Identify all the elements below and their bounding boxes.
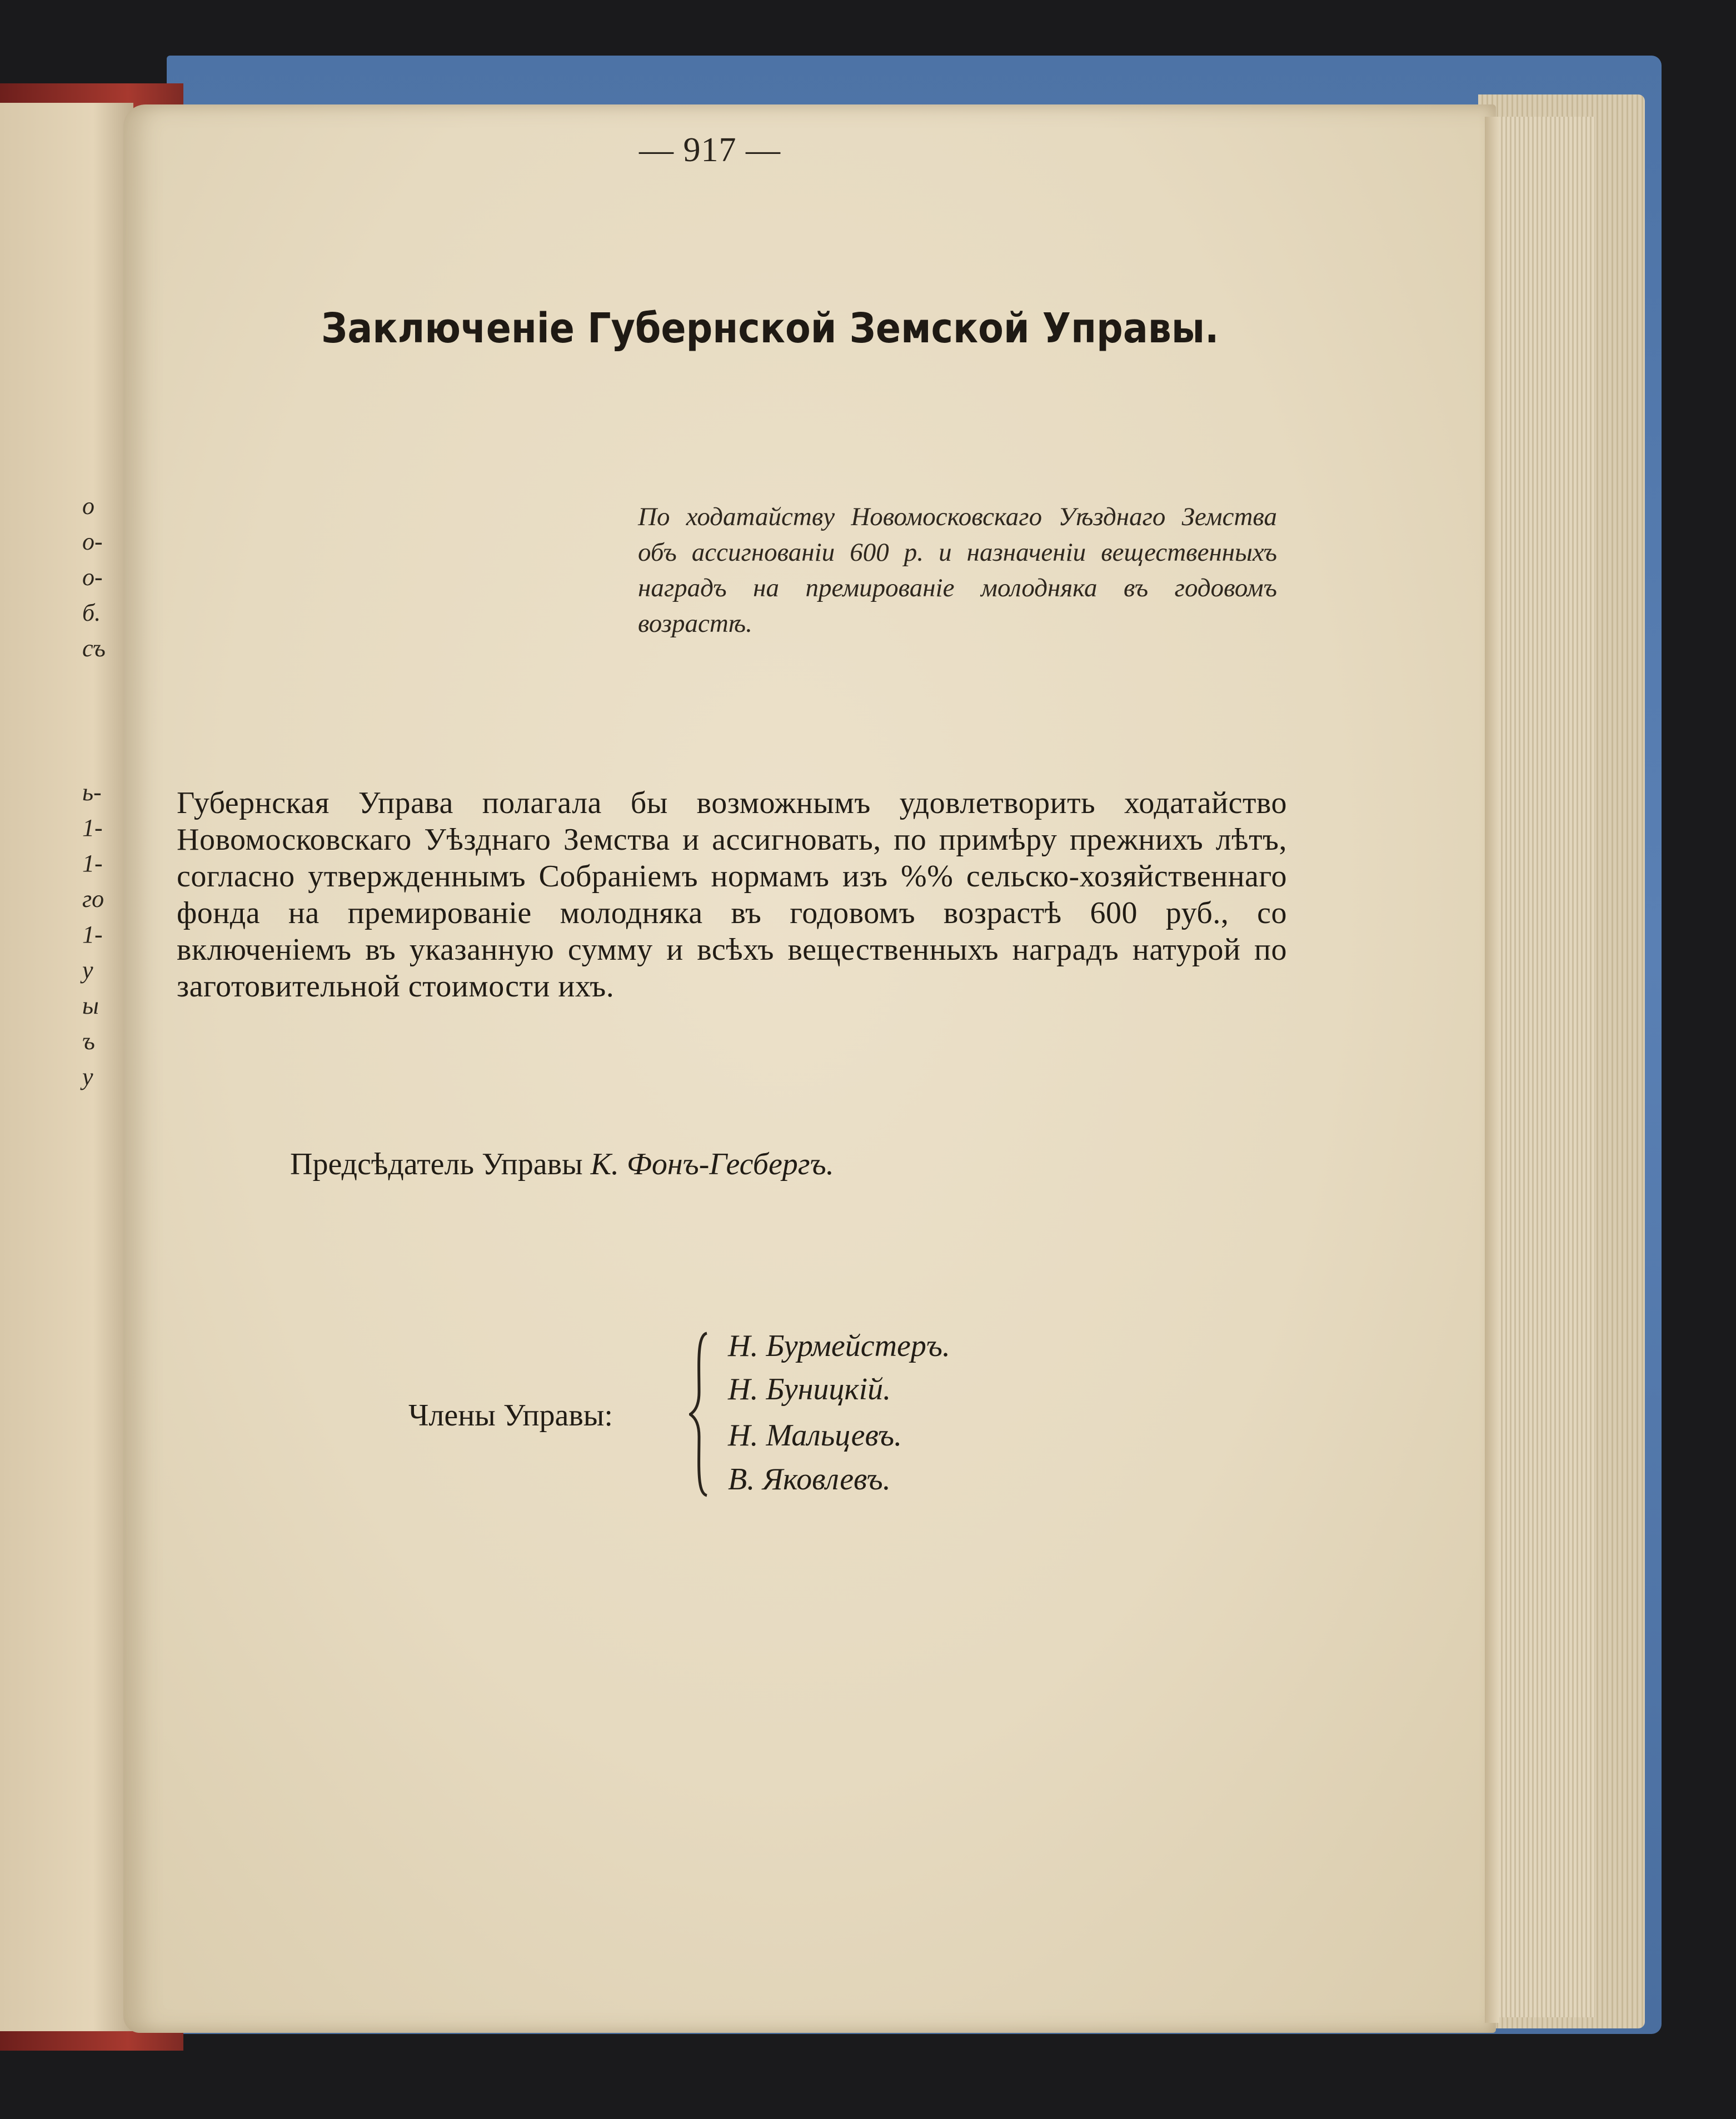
chairman-name: К. Фонъ-Гесбергъ.: [590, 1147, 834, 1181]
member-name: Н. Мальцевъ.: [728, 1418, 902, 1453]
left-page-fragment: о-: [82, 564, 103, 591]
left-page-fragment: о-: [82, 528, 103, 555]
left-page-fragment: ъ: [82, 1028, 95, 1055]
document-subject: По ходатайству Новомосковскаго Уѣзднаго Земства объ ассигнованiи 600 р. и назначенiи вещественныхъ наградъ на премированiе молодняка въ годовомъ возрастѣ.: [638, 502, 1277, 638]
member-name: В. Яковлевъ.: [728, 1462, 891, 1497]
left-page-fragment: б.: [82, 599, 101, 626]
member-name: Н. Буницкiй.: [728, 1372, 891, 1407]
left-page-fragment: 1-: [82, 814, 103, 841]
page-number: — 917 —: [639, 131, 781, 169]
document-heading: Заключенiе Губернской Земской Управы.: [321, 305, 1219, 352]
left-page-fragment: 1-: [82, 921, 103, 948]
left-page: [0, 103, 133, 2031]
left-page-fragment: ы: [82, 992, 99, 1019]
member-name: Н. Бурмейстеръ.: [728, 1329, 950, 1363]
page-stack-inner: [1489, 117, 1595, 2017]
left-page-fragment: ь-: [82, 779, 102, 806]
left-page-fragment: 1-: [82, 850, 103, 877]
left-page-fragment: у: [82, 956, 93, 984]
left-page-fragment: о: [82, 492, 94, 520]
right-page: [123, 104, 1496, 2033]
left-page-fragment: у: [82, 1063, 93, 1090]
document-body: Губернская Управа полагала бы возможнымъ удовлетворить ходатайство Новомосковскаго Уѣзднаго Земства и ассигновать, по примѣру прежнихъ лѣтъ, согласно утвержденнымъ Собранiемъ нормамъ изъ %% сельско-хозяйственнаго фонда на премированiе молодняка въ годовомъ возрастѣ 600 руб., со включенiемъ въ указанную сумму и всѣхъ вещественныхъ наградъ натурой по заготовительной стоимости ихъ.: [177, 786, 1287, 1004]
left-page-fragment: го: [82, 885, 104, 913]
left-page-fragment: съ: [82, 635, 106, 662]
members-label: Члены Управы:: [408, 1398, 613, 1433]
chairman-signature: [290, 1146, 834, 1182]
brace-icon: [689, 1331, 711, 1498]
page-edge: [1485, 117, 1499, 2023]
chairman-label: Предсѣдатель Управы: [290, 1147, 583, 1181]
